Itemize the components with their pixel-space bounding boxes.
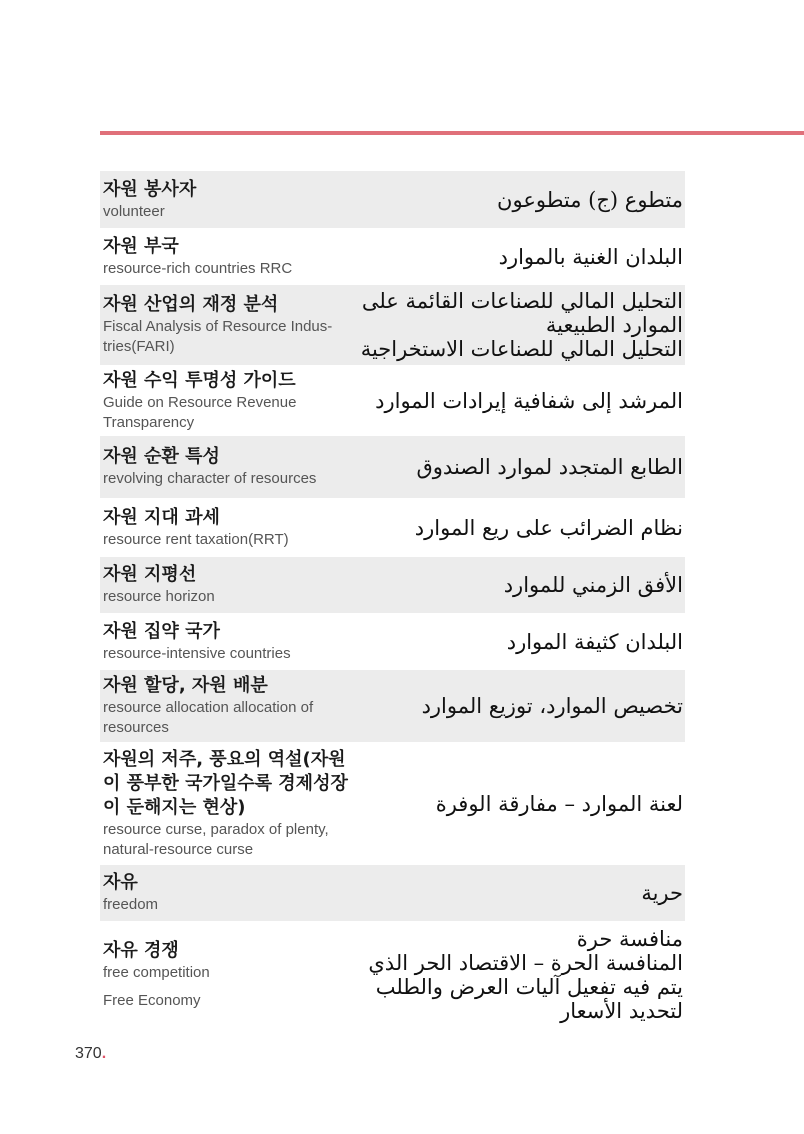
arabic-line: التحليل المالي للصناعات الاستخراجية <box>360 337 683 361</box>
arabic-line: الأفق الزمني للموارد <box>503 573 683 597</box>
glossary-entry <box>100 921 685 1029</box>
english-term: freedom <box>103 896 159 913</box>
arabic-line: البلدان كثيفة الموارد <box>506 629 683 654</box>
page-number <box>75 1045 106 1063</box>
glossary-entry <box>100 171 685 228</box>
glossary-entry <box>100 436 685 498</box>
korean-term: 자원 수익 투명성 가이드 <box>103 369 296 391</box>
arabic-term <box>350 245 685 269</box>
glossary-entry <box>100 498 685 557</box>
arabic-line: التحليل المالي للصناعات القائمة على <box>361 289 683 313</box>
page-number-value: 370 <box>75 1045 102 1062</box>
arabic-term <box>350 389 685 413</box>
english-term: free competition <box>103 964 210 981</box>
glossary-entry <box>100 865 685 921</box>
arabic-line: الموارد الطبيعية <box>545 313 683 337</box>
arabic-line: منافسة حرة <box>576 927 683 951</box>
glossary-entry <box>100 228 685 285</box>
korean-term: 자유 <box>103 872 138 893</box>
arabic-term <box>350 573 685 597</box>
arabic-term <box>350 927 685 1023</box>
page-number-dot: . <box>101 1045 107 1062</box>
english-term: resource-rich countries RRC <box>103 259 293 277</box>
korean-term: 자원 부국 <box>103 235 179 257</box>
glossary-table <box>100 171 685 1029</box>
arabic-term <box>350 455 685 479</box>
english-term-secondary: Free Economy <box>103 992 201 1009</box>
korean-term: 자원 산업의 재정 분석 <box>103 294 279 315</box>
korean-term: 자원 지평선 <box>103 564 197 585</box>
korean-term: 자유 경쟁 <box>103 940 179 961</box>
arabic-term <box>350 516 685 540</box>
glossary-entry <box>100 365 685 436</box>
english-term: volunteer <box>103 202 165 220</box>
arabic-line: حرية <box>641 881 683 905</box>
arabic-line: لعنة الموارد – مفارقة الوفرة <box>435 791 683 816</box>
arabic-line: المنافسة الحرة – الاقتصاد الحر الذي <box>368 951 683 975</box>
arabic-term <box>350 630 685 654</box>
arabic-line: تخصيص الموارد، توزيع الموارد <box>421 694 683 718</box>
arabic-line: المرشد إلى شفافية إيرادات الموارد <box>375 388 683 413</box>
arabic-line: الطابع المتجدد لموارد الصندوق <box>416 455 683 479</box>
arabic-line: البلدان الغنية بالموارد <box>498 244 683 269</box>
glossary-entry <box>100 670 685 742</box>
korean-term: 자원 집약 국가 <box>103 620 220 642</box>
arabic-term <box>350 188 685 212</box>
english-term: resource horizon <box>103 588 215 605</box>
arabic-line: لتحديد الأسعار <box>560 999 683 1023</box>
arabic-line: يتم فيه تفعيل آليات العرض والطلب <box>375 975 683 999</box>
korean-term: 자원의 저주, 풍요의 역설(자원이 풍부한 국가일수록 경제성장이 둔해지는 현상) <box>103 748 348 818</box>
korean-term: 자원 할당, 자원 배분 <box>103 675 268 696</box>
english-term: resource rent taxation(RRT) <box>103 530 289 548</box>
glossary-entry <box>100 557 685 613</box>
korean-term: 자원 지대 과세 <box>103 506 220 528</box>
english-term: Guide on Resource Revenue Transparency <box>103 393 297 431</box>
arabic-term <box>350 289 685 361</box>
arabic-term <box>350 881 685 905</box>
glossary-entry <box>100 613 685 670</box>
english-term: resource allocation allocation of resources <box>103 699 314 736</box>
header-rule <box>100 131 804 135</box>
glossary-entry <box>100 742 685 865</box>
korean-term: 자원 순환 특성 <box>103 446 220 467</box>
english-term: resource curse, paradox of plenty, natural-resource curse <box>103 820 329 858</box>
arabic-term <box>350 792 685 816</box>
english-term: resource-intensive countries <box>103 644 291 662</box>
korean-term: 자원 봉사자 <box>103 178 197 200</box>
english-term: revolving character of resources <box>103 470 317 487</box>
arabic-line: نظام الضرائب على ريع الموارد <box>414 515 683 540</box>
arabic-term <box>350 694 685 718</box>
english-term: Fiscal Analysis of Resource Indus-tries(FARI) <box>103 318 333 355</box>
glossary-entry <box>100 285 685 365</box>
arabic-line: متطوع (ج) متطوعون <box>497 187 683 212</box>
